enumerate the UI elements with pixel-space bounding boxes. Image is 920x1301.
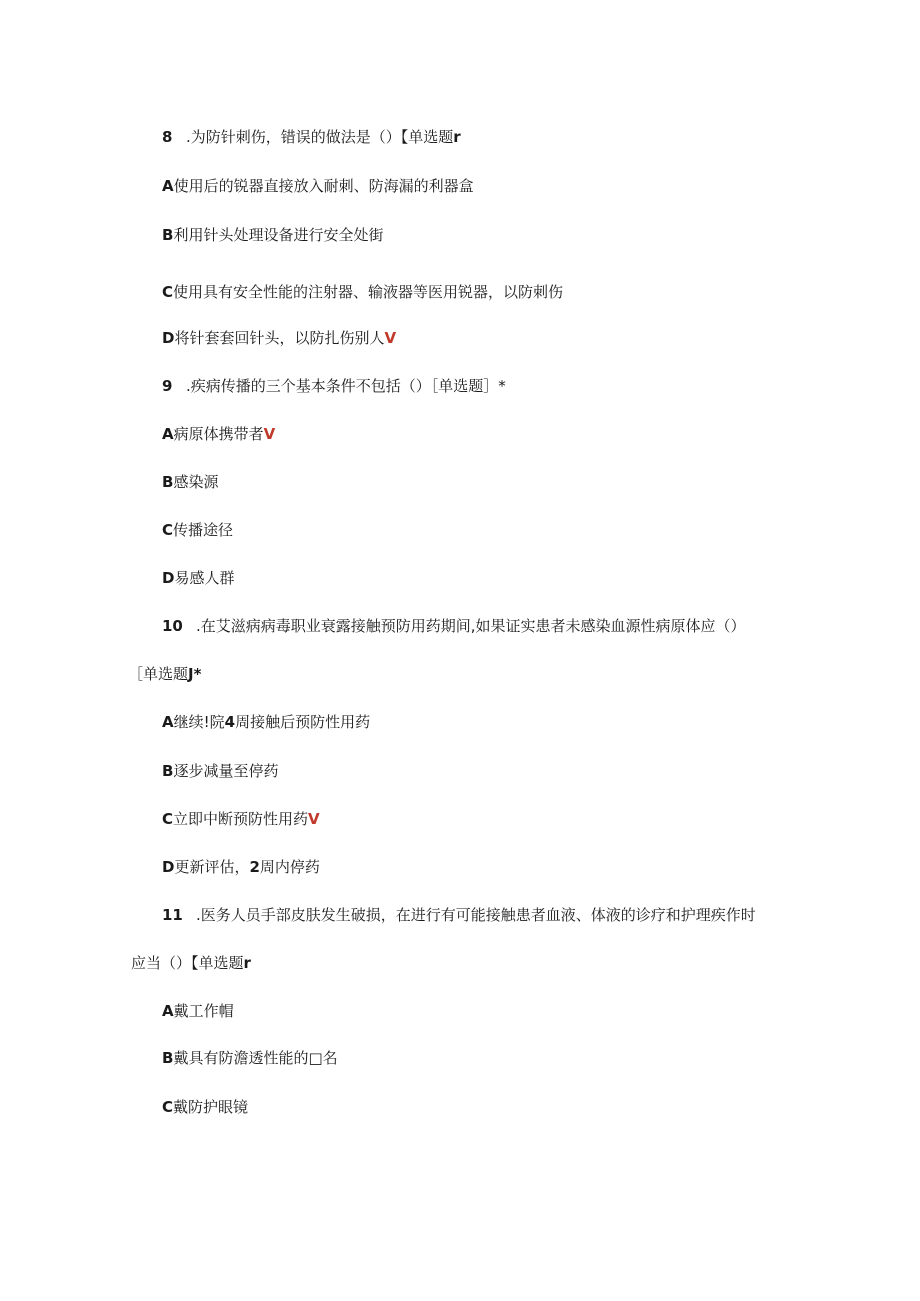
option-letter: B [162, 473, 174, 491]
option-9-b [162, 472, 218, 492]
option-letter: A [162, 177, 174, 195]
correct-answer-mark: V [308, 810, 320, 828]
option-letter: D [162, 569, 175, 587]
option-letter: B [162, 1049, 174, 1067]
option-text: 继续!院 [173, 713, 225, 731]
option-text: 易感人群 [174, 569, 235, 587]
option-text: 利用针头处理设备进行安全处街 [173, 226, 384, 244]
option-text-rest: 周接触后预防性用药 [235, 713, 371, 731]
option-letter: A [162, 1002, 174, 1020]
question-tag: ［单选题 [128, 665, 189, 683]
option-letter: C [162, 810, 174, 828]
option-letter: B [162, 226, 174, 244]
question-11-stem-continued [131, 953, 251, 973]
question-text: .医务人员手部皮肤发生破损，在进行有可能接触患者血液、体液的诊疗和护理疾作时 [196, 906, 756, 924]
option-text-rest: 周内停药 [259, 858, 320, 876]
option-text: 戴防护眼镜 [173, 1098, 249, 1116]
option-number: 4 [224, 713, 236, 731]
option-10-d [162, 857, 320, 877]
question-tag: 应当（）【单选题 [131, 954, 244, 972]
question-number: 9 [162, 377, 173, 395]
option-text: 戴具有防澹透性能的□名 [173, 1049, 338, 1067]
option-text: 使用具有安全性能的注射器、输液器等医用锐器，以防刺伤 [173, 283, 564, 301]
option-text: 传播途径 [173, 521, 234, 539]
option-9-a [162, 424, 275, 444]
option-10-b [162, 761, 278, 781]
question-10-stem-continued [128, 664, 201, 684]
option-letter: B [162, 762, 174, 780]
question-tag-tail: J* [188, 665, 202, 683]
question-tag-tail: r [243, 954, 251, 972]
option-letter: C [162, 1098, 174, 1116]
question-9-stem [162, 376, 506, 396]
question-11-stem [162, 905, 756, 925]
option-number: 2 [249, 858, 260, 876]
question-text: .在艾滋病病毒职业衰露接触预防用药期间,如果证实患者未感染血源性病原体应（） [196, 617, 746, 635]
question-8-stem [162, 127, 461, 147]
option-letter: C [162, 521, 174, 539]
question-number: 10 [162, 617, 183, 635]
question-tag-tail: r [453, 128, 461, 146]
option-11-b [162, 1048, 338, 1068]
option-text: 逐步减量至停药 [173, 762, 279, 780]
option-8-c [162, 282, 563, 302]
question-text: .为防针刺伤，错误的做法是（）【单选题 [186, 128, 454, 146]
option-8-d [162, 328, 396, 348]
option-letter: A [162, 425, 174, 443]
option-text: 感染源 [173, 473, 219, 491]
option-9-d [162, 568, 234, 588]
option-text: 更新评估， [174, 858, 250, 876]
question-10-stem [162, 616, 746, 636]
question-number: 8 [162, 128, 173, 146]
option-text: 使用后的锐器直接放入耐刺、防海漏的利器盒 [173, 177, 474, 195]
option-10-c [162, 809, 320, 829]
option-9-c [162, 520, 233, 540]
question-number: 11 [162, 906, 183, 924]
option-letter: D [162, 329, 175, 347]
option-letter: D [162, 858, 175, 876]
option-11-c [162, 1097, 248, 1117]
option-8-b [162, 225, 383, 245]
option-letter: C [162, 283, 174, 301]
option-8-a [162, 176, 474, 196]
option-text: 病原体携带者 [173, 425, 264, 443]
option-11-a [162, 1001, 234, 1021]
option-text: 立即中断预防性用药 [173, 810, 309, 828]
correct-answer-mark: V [263, 425, 276, 443]
question-text: .疾病传播的三个基本条件不包括（）［单选题］* [186, 377, 506, 395]
option-letter: A [162, 713, 174, 731]
option-text: 戴工作帽 [173, 1002, 234, 1020]
option-text: 将针套套回针头，以防扎伤别人 [174, 329, 385, 347]
option-10-a [162, 712, 370, 732]
correct-answer-mark: V [384, 329, 397, 347]
